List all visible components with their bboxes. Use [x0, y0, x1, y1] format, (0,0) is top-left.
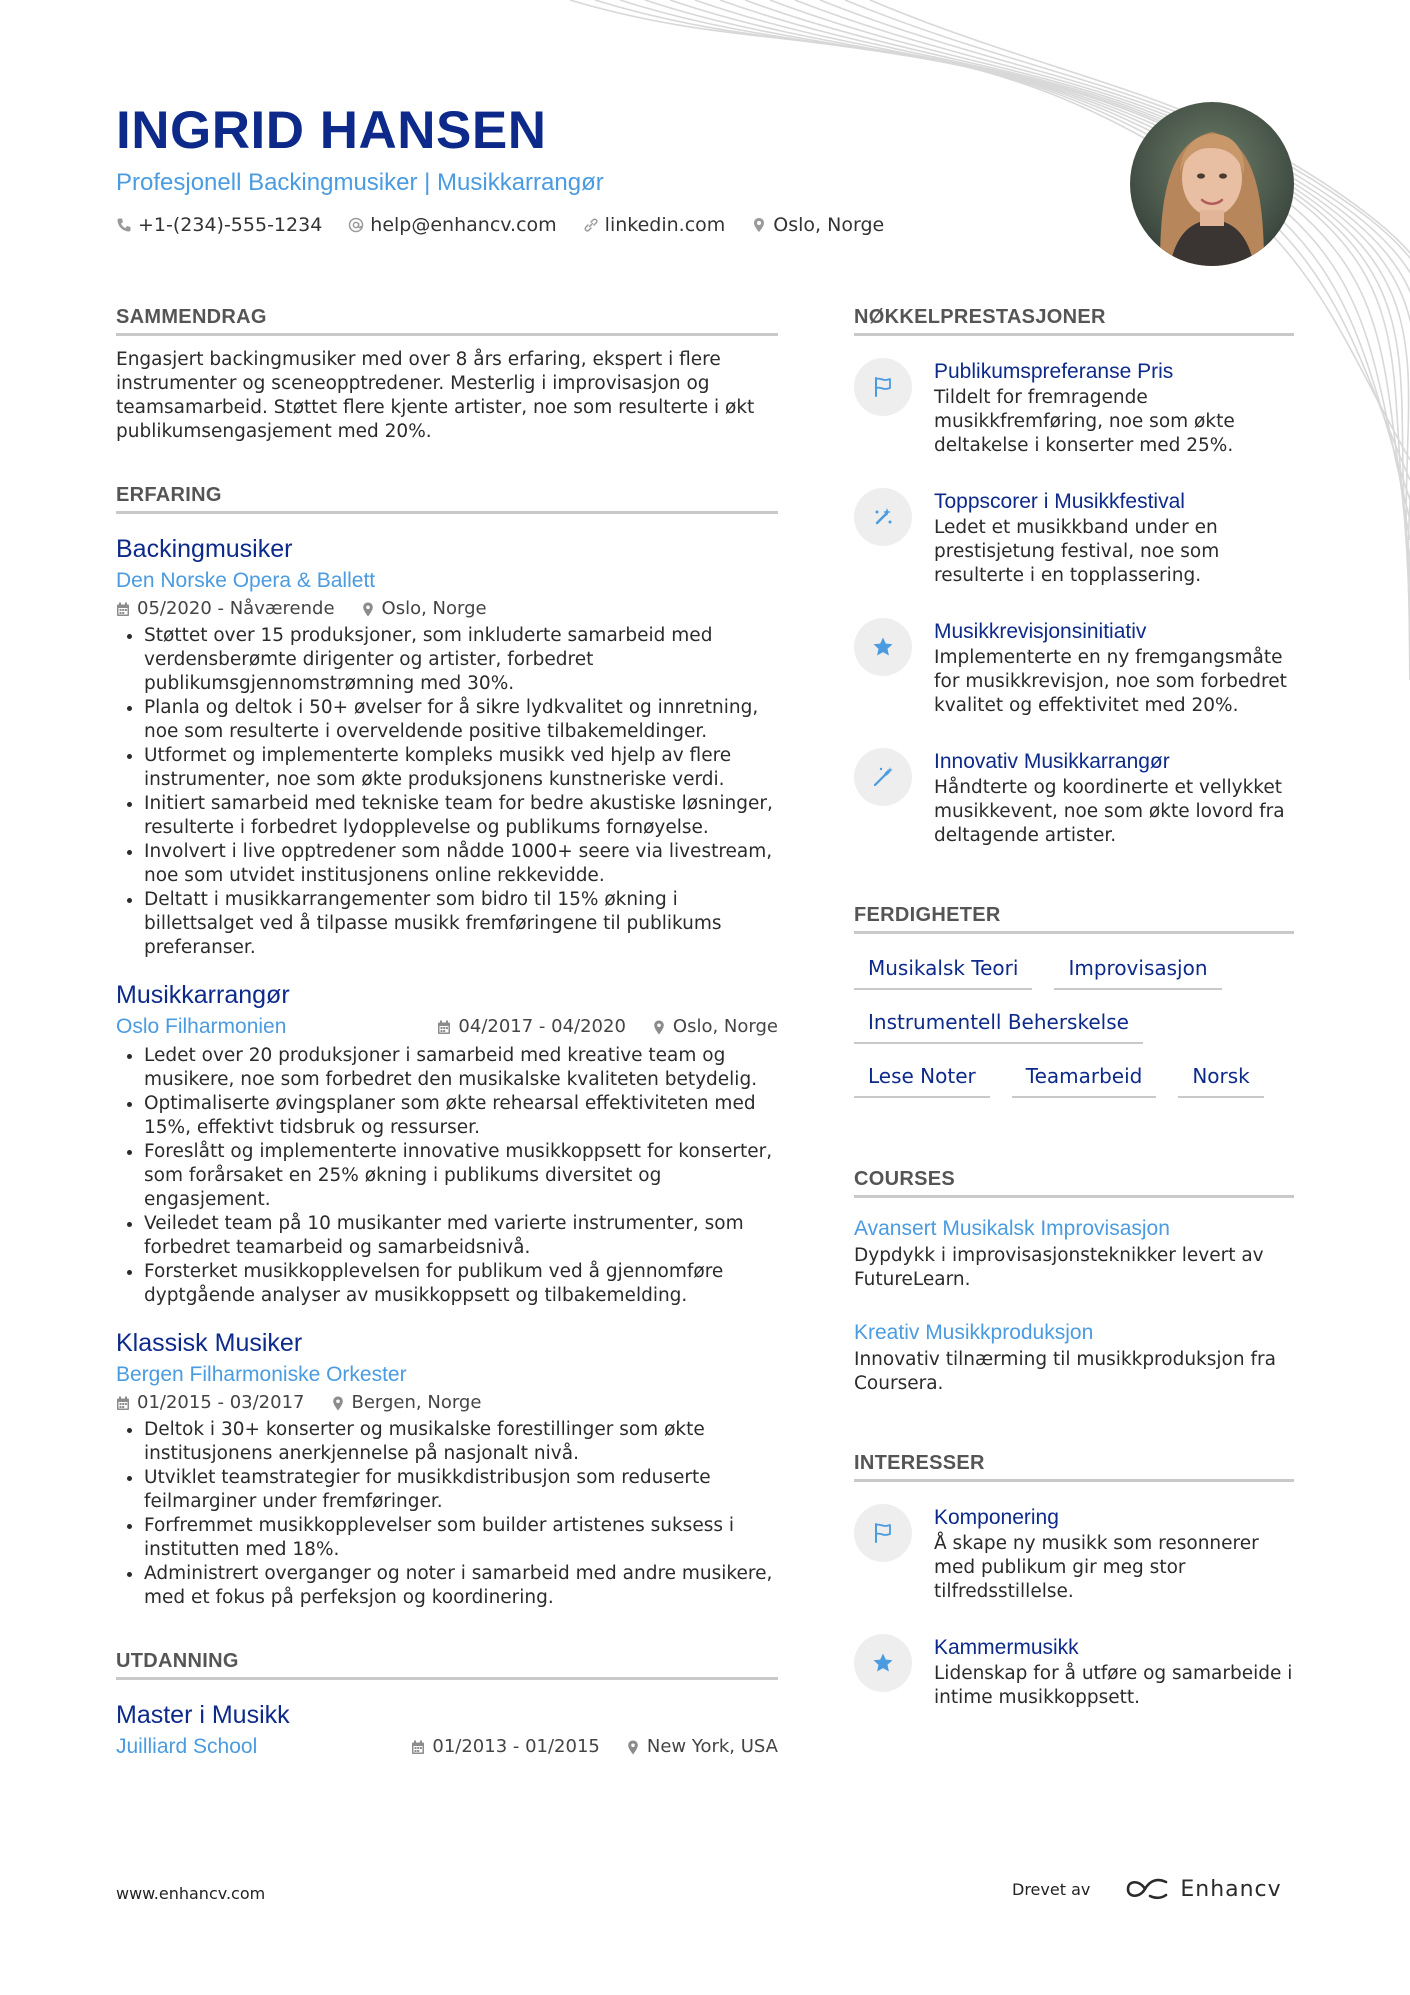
at-icon — [348, 217, 364, 233]
achievement-title: Publikumspreferanse Pris — [934, 360, 1174, 383]
star-icon — [854, 1634, 912, 1692]
summary-heading: SAMMENDRAG — [116, 306, 778, 336]
interest-title: Kammermusikk — [934, 1636, 1079, 1659]
wand-icon — [854, 748, 912, 806]
job-dates: 05/2020 - Nåværende — [137, 598, 335, 619]
skills-heading: FERDIGHETER — [854, 904, 1294, 934]
enhancv-logo[interactable] — [1124, 1876, 1281, 1902]
right-column — [854, 306, 1294, 1710]
skill-tag: Norsk — [1178, 1062, 1263, 1098]
skills-list — [854, 954, 1294, 1098]
job-location: Bergen, Norge — [351, 1392, 482, 1413]
job-meta — [116, 1390, 778, 1416]
location-pin-icon — [652, 1020, 666, 1035]
bullet-item: • Initiert samarbeid med tekniske team for bedre akustiske løsninger, resulterte i forbedret lydopplevelse og publikums fornøyelse. — [144, 792, 778, 840]
education-entry — [116, 1698, 778, 1762]
company-row — [116, 1012, 778, 1042]
course-desc: Dypdykk i improvisasjonsteknikker levert av FutureLearn. — [854, 1245, 1264, 1290]
star-icon — [854, 618, 912, 676]
degree-title: Master i Musikk — [116, 1701, 290, 1729]
company-name: Den Norske Opera & Ballett — [116, 569, 376, 592]
bullet-item: • Deltok i 30+ konserter og musikalske forestillinger som økte institusjonens anerkjennelse på nasjonalt nivå. — [144, 1418, 778, 1466]
bullet-item: • Utviklet teamstrategier for musikkdistribusjon som reduserte feilmarginer under fremføringer. — [144, 1466, 778, 1514]
company-name: Oslo Filharmonien — [116, 1015, 287, 1038]
bullet-item: • Planla og deltok i 50+ øvelser for å sikre lydkvalitet og innretning, noe som resulterte i overveldende positive tilbakemeldinger. — [144, 696, 778, 744]
link-icon — [583, 217, 599, 233]
contact-linkedin[interactable] — [583, 214, 726, 236]
interest-desc: Å skape ny musikk som resonnerer med publikum gir meg stor tilfredsstillelse. — [934, 1533, 1259, 1602]
achievement-title: Musikkrevisjonsinitiativ — [934, 620, 1147, 643]
email-text: help@enhancv.com — [370, 214, 557, 236]
linkedin-text: linkedin.com — [604, 214, 726, 236]
course-item — [854, 1318, 1294, 1396]
contact-row — [116, 214, 1096, 236]
bullet-item: • Utformet og implementerte kompleks musikk ved hjelp av flere instrumenter, noe som økte produksjonens kunstneriske verdi. — [144, 744, 778, 792]
job-dates: 04/2017 - 04/2020 — [458, 1016, 626, 1037]
bullet-item: • Forsterket musikkopplevelsen for publikum ved å gjennomføre dyptgående analyser av musikkoppsett og tilbakemelding. — [144, 1260, 778, 1308]
bullet-item: • Veiledet team på 10 musikanter med varierte instrumenter, som forbedret teamarbeid og samarbeidsnivå. — [144, 1212, 778, 1260]
skill-tag: Musikalsk Teori — [854, 954, 1032, 990]
education-location: New York, USA — [646, 1736, 778, 1757]
achievement-desc: Implementerte en ny fremgangsmåte for musikkrevisjon, noe som forbedret kvalitet og effektivitet med 20%. — [934, 647, 1287, 716]
course-title: Avansert Musikalsk Improvisasjon — [854, 1217, 1170, 1240]
achievement-desc: Ledet et musikkband under en prestisjetung festival, noe som resulterte i en topplassering. — [934, 517, 1220, 586]
location-pin-icon — [331, 1396, 345, 1411]
location-pin-icon — [751, 217, 767, 233]
powered-by-label: Drevet av — [1012, 1879, 1091, 1899]
interest-title: Komponering — [934, 1506, 1059, 1529]
job-title: Musikkarrangør — [116, 981, 290, 1009]
footer-website[interactable]: www.enhancv.com — [116, 1884, 266, 1903]
footer-branding — [1012, 1876, 1282, 1902]
flag-icon — [854, 1504, 912, 1562]
experience-entry — [116, 1326, 778, 1610]
bullet-item: • Optimaliserte øvingsplaner som økte rehearsal effektiviteten med 15%, effektivt tidsbruk og ressurser. — [144, 1092, 778, 1140]
skill-tag: Instrumentell Beherskelse — [854, 1008, 1143, 1044]
job-meta — [116, 596, 778, 622]
calendar-icon — [116, 602, 130, 617]
magic-icon — [854, 488, 912, 546]
courses-heading: COURSES — [854, 1168, 1294, 1198]
course-item — [854, 1214, 1294, 1292]
achievement-title: Innovativ Musikkarrangør — [934, 750, 1170, 773]
bullet-item: • Involvert i live opptredener som nådde 1000+ seere via livestream, noe som utvidet institusjonens online rekkevidde. — [144, 840, 778, 888]
job-bullets — [116, 1044, 778, 1308]
company-name: Bergen Filharmoniske Orkester — [116, 1363, 407, 1386]
interests-heading: INTERESSER — [854, 1452, 1294, 1482]
education-heading: UTDANNING — [116, 1650, 778, 1680]
summary-text: Engasjert backingmusiker med over 8 års erfaring, ekspert i flere instrumenter og sceneopptredener. Mesterlig i improvisasjon og teamsamarbeid. Støttet flere kjente artister, noe som resulterte i økt publikumsengasjement med 20%. — [116, 349, 755, 442]
interest-item — [854, 1504, 1294, 1604]
achievement-desc: Håndterte og koordinerte et vellykket musikkevent, noe som økte lovord fra deltagende artister. — [934, 777, 1285, 846]
location-text: Oslo, Norge — [773, 214, 885, 236]
skill-tag: Improvisasjon — [1054, 954, 1221, 990]
resume-header — [116, 96, 1096, 236]
experience-entry — [116, 978, 778, 1308]
bullet-item: • Forfremmet musikkopplevelser som builder artistenes suksess i institutten med 18%. — [144, 1514, 778, 1562]
job-location: Oslo, Norge — [381, 598, 487, 619]
education-dates: 01/2013 - 01/2015 — [432, 1736, 600, 1757]
phone-text: +1-(234)-555-1234 — [138, 214, 323, 236]
interest-desc: Lidenskap for å utføre og samarbeide i intime musikkoppsett. — [934, 1663, 1293, 1708]
bullet-item: • Foreslått og implementerte innovative musikkoppsett for konserter, som forårsaket en 25% økning i publikums diversitet og engasjement. — [144, 1140, 778, 1212]
calendar-icon — [411, 1740, 425, 1755]
phone-icon — [116, 217, 132, 233]
contact-email[interactable] — [348, 214, 556, 236]
course-desc: Innovativ tilnærming til musikkproduksjon fra Coursera. — [854, 1349, 1276, 1394]
job-title: Klassisk Musiker — [116, 1329, 303, 1357]
achievement-item — [854, 618, 1294, 718]
candidate-subtitle: Profesjonell Backingmusiker | Musikkarrangør — [116, 169, 604, 196]
bullet-item: • Administrert overganger og noter i samarbeid med andre musikere, med et fokus på perfeksjon og koordinering. — [144, 1562, 778, 1610]
job-bullets — [116, 624, 778, 960]
interest-item — [854, 1634, 1294, 1710]
skill-tag: Teamarbeid — [1012, 1062, 1157, 1098]
bullet-item: • Deltatt i musikkarrangementer som bidro til 15% økning i billettsalget ved å tilpasse musikk fremføringene til publikums preferanser. — [144, 888, 778, 960]
calendar-icon — [437, 1020, 451, 1035]
skill-tag: Lese Noter — [854, 1062, 990, 1098]
contact-phone[interactable] — [116, 214, 322, 236]
job-location: Oslo, Norge — [672, 1016, 778, 1037]
achievement-desc: Tildelt for fremragende musikkfremføring, noe som økte deltakelse i konserter med 25%. — [934, 387, 1235, 456]
achievement-item — [854, 358, 1294, 458]
flag-icon — [854, 358, 912, 416]
enhancv-mark-icon — [1124, 1876, 1170, 1902]
job-dates: 01/2015 - 03/2017 — [137, 1392, 305, 1413]
achievement-item — [854, 488, 1294, 588]
achievement-item — [854, 748, 1294, 848]
brand-name: Enhancv — [1180, 1876, 1282, 1902]
contact-location — [751, 214, 884, 236]
school-name: Juilliard School — [116, 1735, 258, 1758]
bullet-item: • Ledet over 20 produksjoner i samarbeid med kreative team og musikere, noe som forbedret den musikalske kvaliteten betydelig. — [144, 1044, 778, 1092]
left-column — [116, 306, 778, 1762]
candidate-name: INGRID HANSEN — [116, 101, 547, 160]
school-row — [116, 1732, 778, 1762]
achievements-heading: NØKKELPRESTASJONER — [854, 306, 1294, 336]
education-meta — [411, 1734, 778, 1760]
job-meta — [437, 1014, 778, 1040]
profile-photo — [1130, 102, 1294, 266]
course-title: Kreativ Musikkproduksjon — [854, 1321, 1094, 1344]
job-bullets — [116, 1418, 778, 1610]
experience-entry — [116, 532, 778, 960]
achievement-title: Toppscorer i Musikkfestival — [934, 490, 1185, 513]
calendar-icon — [116, 1396, 130, 1411]
experience-heading: ERFARING — [116, 484, 778, 514]
bullet-item: • Støttet over 15 produksjoner, som inkluderte samarbeid med verdensberømte dirigenter og artister, forbedret publikumsgjennomstrømning med 30%. — [144, 624, 778, 696]
job-title: Backingmusiker — [116, 535, 293, 563]
location-pin-icon — [626, 1740, 640, 1755]
location-pin-icon — [361, 602, 375, 617]
